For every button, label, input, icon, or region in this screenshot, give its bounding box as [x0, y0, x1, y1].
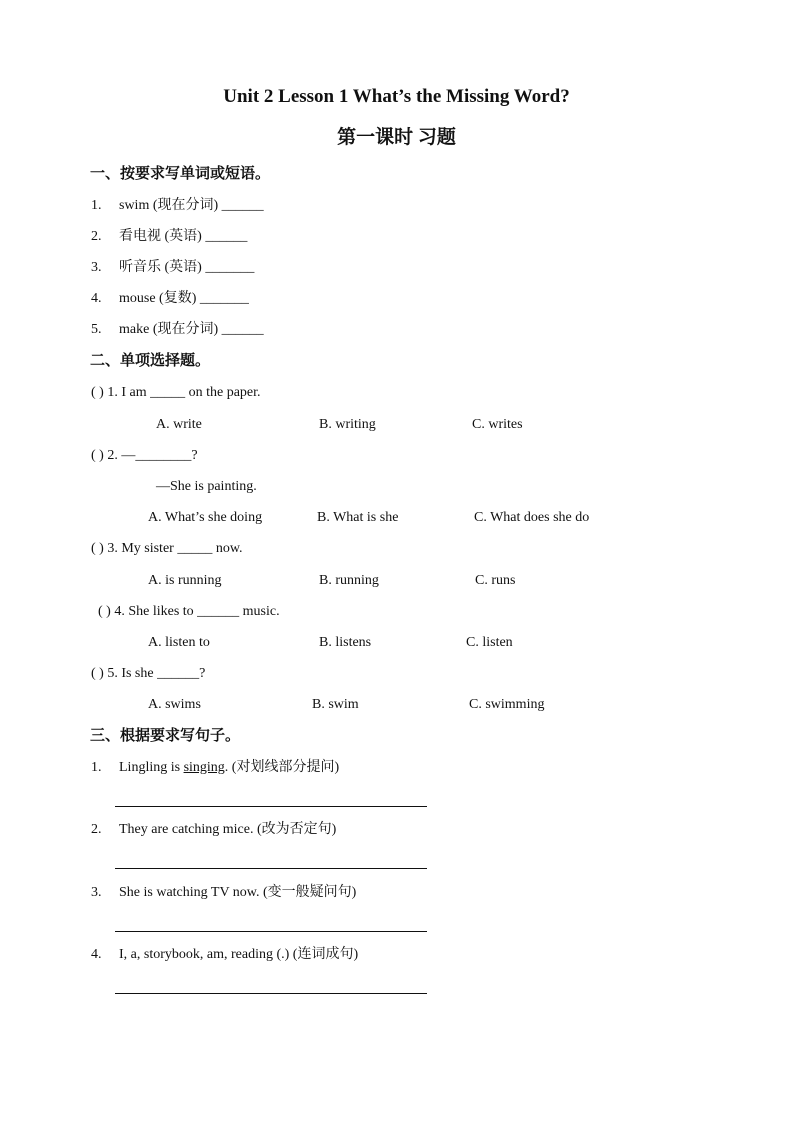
q1-stem: ( ) 1. I am _____ on the paper.	[91, 385, 261, 400]
q2-stem: ( ) 2. —________?	[91, 448, 198, 463]
answer-line-3	[115, 931, 427, 932]
q4-option-a: A. listen to	[148, 635, 210, 650]
q1-option-b: B. writing	[319, 417, 376, 432]
q5-stem: ( ) 5. Is she ______?	[91, 666, 206, 681]
q4-stem: ( ) 4. She likes to ______ music.	[98, 604, 280, 619]
s3-item-2: 2. They are catching mice. (改为否定句)	[91, 822, 337, 837]
s1-item-4: 4. mouse (复数) _______	[91, 291, 249, 306]
s1-item-2: 2. 看电视 (英语) ______	[91, 229, 248, 244]
q2-option-c: C. What does she do	[474, 510, 590, 525]
q3-option-a: A. is running	[148, 573, 222, 588]
s3-item-3: 3. She is watching TV now. (变一般疑问句)	[91, 885, 357, 900]
s1-item-1: 1. swim (现在分词) ______	[91, 198, 264, 213]
q2-option-b: B. What is she	[317, 510, 399, 525]
page-title: Unit 2 Lesson 1 What’s the Missing Word?	[223, 86, 570, 107]
q2-answer-line: —She is painting.	[156, 479, 257, 494]
section-3-heading: 三、根据要求写句子。	[90, 728, 241, 744]
q3-option-b: B. running	[319, 573, 379, 588]
q3-option-c: C. runs	[475, 573, 516, 588]
q5-option-b: B. swim	[312, 697, 359, 712]
q3-stem: ( ) 3. My sister _____ now.	[91, 541, 243, 556]
q2-option-a: A. What’s she doing	[148, 510, 263, 525]
s3-item-4: 4. I, a, storybook, am, reading (.) (连词成句)	[91, 947, 359, 962]
section-1-heading: 一、按要求写单词或短语。	[90, 166, 271, 182]
answer-line-2	[115, 868, 427, 869]
s3-item-1: 1. Lingling is singing. (对划线部分提问)	[91, 760, 340, 775]
q4-option-c: C. listen	[466, 635, 513, 650]
page-subtitle: 第一课时 习题	[337, 127, 456, 148]
underlined-word: singing	[183, 760, 225, 775]
s1-item-5: 5. make (现在分词) ______	[91, 322, 264, 337]
answer-line-1	[115, 806, 427, 807]
s1-item-3: 3. 听音乐 (英语) _______	[91, 260, 255, 275]
q1-option-c: C. writes	[472, 417, 523, 432]
q4-option-b: B. listens	[319, 635, 372, 650]
q5-option-c: C. swimming	[469, 697, 545, 712]
q1-option-a: A. write	[156, 417, 202, 432]
answer-line-4	[115, 993, 427, 994]
section-2-heading: 二、单项选择题。	[90, 353, 211, 369]
q5-option-a: A. swims	[148, 697, 201, 712]
